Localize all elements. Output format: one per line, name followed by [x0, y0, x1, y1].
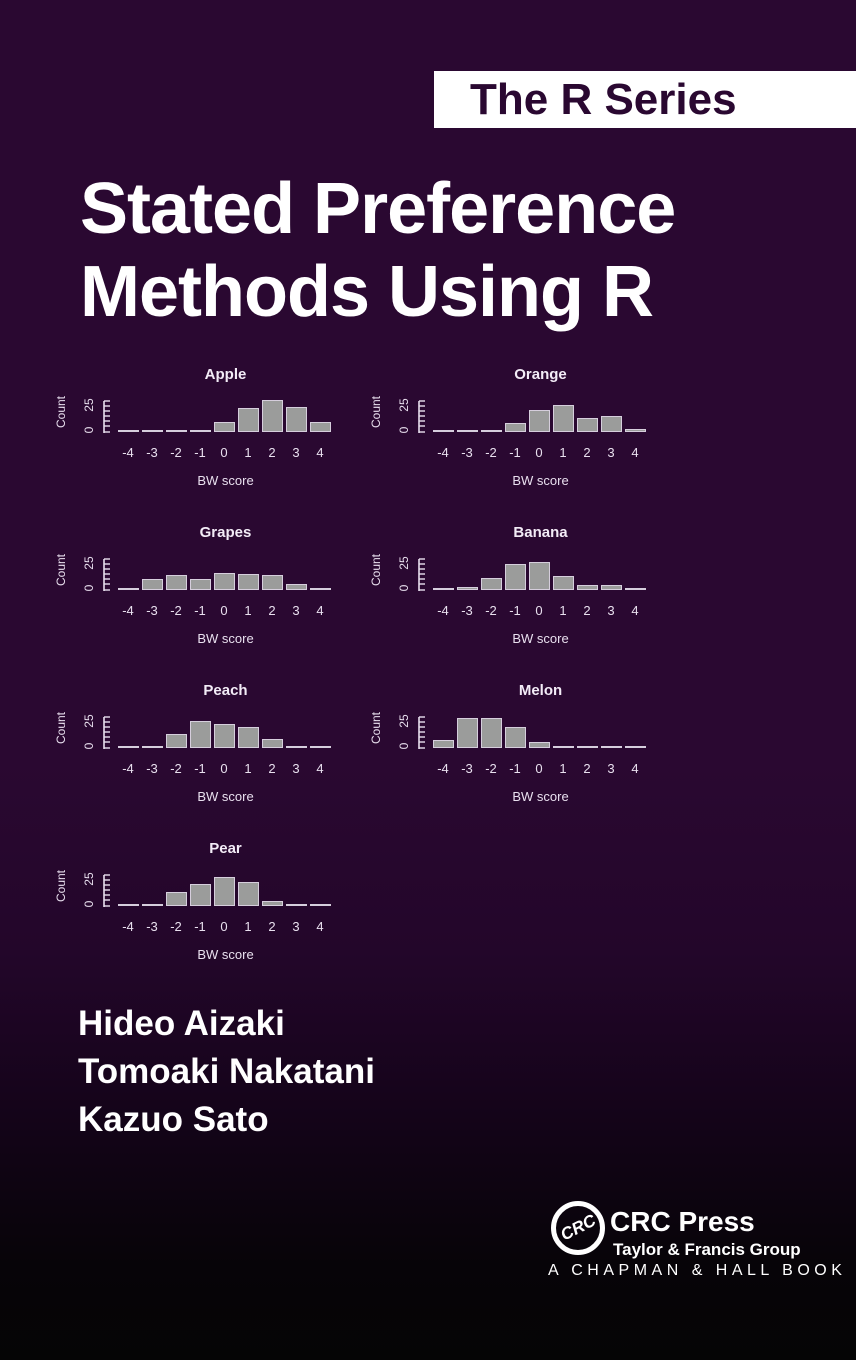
chart-title: Peach — [203, 682, 248, 699]
x-tick-label: 0 — [535, 603, 543, 618]
bars-area — [118, 829, 334, 906]
bw-score-histogram-banana — [365, 513, 675, 663]
bar-score--1 — [505, 423, 526, 432]
x-tick-label: 4 — [631, 603, 639, 618]
bar-score-4 — [310, 904, 331, 906]
x-tick-label: 4 — [316, 603, 324, 618]
y-axis-ticks — [103, 558, 113, 592]
y-axis-ticks — [418, 400, 428, 434]
x-tick-label: 4 — [631, 445, 639, 460]
x-tick-label: 1 — [559, 445, 567, 460]
bar-score-4 — [625, 746, 646, 748]
bar-score-4 — [310, 588, 331, 590]
y-tick-label-0: 0 — [82, 584, 96, 592]
bar-score-4 — [625, 429, 646, 432]
bar-score-0 — [214, 724, 235, 748]
x-tick-label: 2 — [268, 761, 276, 776]
bar-score--2 — [481, 718, 502, 748]
y-tick-label-25: 25 — [82, 556, 96, 570]
bar-score-1 — [238, 882, 259, 906]
x-tick-label: 0 — [535, 761, 543, 776]
y-axis-label: Count — [369, 395, 383, 429]
chart-title: Banana — [513, 524, 568, 541]
x-tick-labels — [431, 445, 651, 460]
x-tick-label: 0 — [220, 761, 228, 776]
chart-title: Pear — [209, 840, 242, 857]
x-tick-label: 3 — [292, 603, 300, 618]
bar-score-2 — [262, 901, 283, 906]
x-axis-label: BW score — [197, 947, 254, 962]
x-tick-label: -4 — [437, 445, 449, 460]
bar-score--3 — [142, 579, 163, 590]
book-title-line2: Methods Using R — [80, 252, 653, 332]
bars-area — [118, 513, 334, 590]
bar-score--2 — [166, 892, 187, 906]
bar-score--1 — [505, 727, 526, 748]
x-tick-label: -4 — [437, 761, 449, 776]
x-tick-label: -3 — [146, 445, 158, 460]
crc-logo-icon — [551, 1201, 605, 1255]
publisher-imprint: A CHAPMAN & HALL BOOK — [548, 1262, 847, 1279]
x-tick-label: 1 — [244, 919, 252, 934]
x-tick-label: 2 — [268, 919, 276, 934]
x-tick-label: -3 — [146, 761, 158, 776]
bars-area — [433, 671, 649, 748]
bar-score-2 — [577, 585, 598, 590]
bar-score--4 — [433, 430, 454, 432]
bar-score-3 — [286, 584, 307, 590]
bar-score-3 — [286, 407, 307, 432]
y-tick-label-25: 25 — [397, 714, 411, 728]
bar-score--1 — [190, 579, 211, 590]
x-tick-label: 1 — [244, 761, 252, 776]
x-tick-label: 3 — [607, 603, 615, 618]
chart-title: Grapes — [199, 524, 252, 541]
y-axis-ticks — [103, 716, 113, 750]
x-tick-label: -4 — [122, 761, 134, 776]
x-tick-label: -2 — [170, 603, 182, 618]
bar-score--3 — [457, 430, 478, 432]
x-tick-label: 4 — [316, 761, 324, 776]
x-tick-label: -4 — [437, 603, 449, 618]
x-axis-label: BW score — [512, 631, 569, 646]
chart-title: Apple — [204, 366, 247, 383]
bar-score-3 — [286, 746, 307, 748]
book-title — [80, 168, 675, 334]
bar-score--2 — [166, 734, 187, 748]
chart-title: Orange — [514, 366, 567, 383]
x-tick-label: -1 — [509, 603, 521, 618]
x-tick-label: 0 — [535, 445, 543, 460]
x-tick-label: -3 — [146, 919, 158, 934]
x-tick-label: -1 — [194, 919, 206, 934]
x-tick-label: -1 — [194, 445, 206, 460]
bar-score-1 — [238, 408, 259, 432]
crc-logo-monogram: CRC — [557, 1210, 599, 1245]
x-tick-label: 4 — [316, 445, 324, 460]
x-axis-label: BW score — [197, 473, 254, 488]
bar-score--1 — [190, 884, 211, 906]
x-tick-labels — [116, 603, 336, 618]
bw-score-histogram-melon — [365, 671, 675, 821]
publisher-name: CRC Press — [610, 1206, 755, 1237]
bar-score--4 — [118, 746, 139, 748]
x-tick-label: 1 — [559, 603, 567, 618]
y-tick-label-0: 0 — [397, 742, 411, 750]
bar-score--4 — [433, 740, 454, 748]
bar-score--1 — [190, 721, 211, 748]
bw-score-histogram-apple — [50, 355, 360, 505]
x-tick-labels — [116, 761, 336, 776]
x-tick-label: 1 — [244, 603, 252, 618]
y-tick-label-25: 25 — [82, 872, 96, 886]
bar-score-1 — [238, 574, 259, 590]
bar-score--2 — [481, 578, 502, 590]
y-tick-label-0: 0 — [82, 742, 96, 750]
x-tick-label: 2 — [583, 445, 591, 460]
y-tick-label-0: 0 — [82, 900, 96, 908]
y-axis-label: Count — [54, 553, 68, 587]
bar-score-2 — [577, 418, 598, 432]
bar-score-1 — [238, 727, 259, 748]
x-tick-label: 3 — [292, 445, 300, 460]
y-axis-ticks — [103, 874, 113, 908]
bw-score-histogram-peach — [50, 671, 360, 821]
x-tick-label: -3 — [461, 445, 473, 460]
bars-area — [433, 355, 649, 432]
x-tick-labels — [431, 761, 651, 776]
bar-score--4 — [433, 588, 454, 590]
x-tick-label: -1 — [509, 761, 521, 776]
author-name: Tomoaki Nakatani — [78, 1052, 375, 1091]
bar-score-3 — [601, 746, 622, 748]
bars-area — [118, 355, 334, 432]
x-tick-label: 0 — [220, 919, 228, 934]
bw-score-histogram-orange — [365, 355, 675, 505]
bw-score-histogram-pear — [50, 829, 360, 979]
x-tick-label: 3 — [607, 445, 615, 460]
bar-score-4 — [625, 588, 646, 590]
bar-score-0 — [214, 877, 235, 906]
y-axis-label: Count — [369, 553, 383, 587]
x-tick-label: 2 — [583, 761, 591, 776]
bar-score-0 — [529, 742, 550, 748]
bars-area — [118, 671, 334, 748]
x-tick-label: -2 — [485, 445, 497, 460]
x-tick-label: 0 — [220, 445, 228, 460]
x-axis-label: BW score — [197, 631, 254, 646]
y-axis-label: Count — [54, 711, 68, 745]
x-tick-label: -3 — [146, 603, 158, 618]
bar-score-1 — [553, 405, 574, 432]
x-axis-label: BW score — [512, 473, 569, 488]
bar-score--3 — [142, 430, 163, 432]
x-tick-label: 2 — [268, 603, 276, 618]
x-tick-label: -2 — [170, 761, 182, 776]
book-title-line1: Stated Preference — [80, 169, 676, 249]
x-tick-label: 1 — [559, 761, 567, 776]
y-axis-label: Count — [54, 869, 68, 903]
x-tick-label: -3 — [461, 761, 473, 776]
bar-score--3 — [457, 718, 478, 748]
bar-score--3 — [142, 746, 163, 748]
charts-grid — [50, 355, 810, 990]
x-tick-label: 3 — [292, 919, 300, 934]
x-tick-label: -1 — [194, 603, 206, 618]
x-tick-label: -2 — [485, 603, 497, 618]
bar-score-4 — [310, 746, 331, 748]
bar-score--3 — [457, 587, 478, 590]
x-tick-label: -1 — [194, 761, 206, 776]
x-tick-label: 4 — [316, 919, 324, 934]
x-axis-label: BW score — [512, 789, 569, 804]
x-tick-label: -2 — [170, 919, 182, 934]
x-tick-label: -1 — [509, 445, 521, 460]
x-tick-label: -3 — [461, 603, 473, 618]
y-axis-ticks — [418, 716, 428, 750]
x-tick-label: -2 — [170, 445, 182, 460]
x-tick-labels — [431, 603, 651, 618]
y-axis-label: Count — [54, 395, 68, 429]
author-name: Hideo Aizaki — [78, 1004, 285, 1043]
bar-score--4 — [118, 588, 139, 590]
x-tick-label: 1 — [244, 445, 252, 460]
bar-score-2 — [577, 746, 598, 748]
x-tick-label: 3 — [292, 761, 300, 776]
bar-score-1 — [553, 576, 574, 590]
bar-score--2 — [481, 430, 502, 432]
x-tick-label: 0 — [220, 603, 228, 618]
x-tick-label: 2 — [583, 603, 591, 618]
x-tick-labels — [116, 445, 336, 460]
bar-score-0 — [214, 422, 235, 432]
bar-score-0 — [529, 562, 550, 590]
x-axis-label: BW score — [197, 789, 254, 804]
bar-score--3 — [142, 904, 163, 906]
bar-score-4 — [310, 422, 331, 432]
bar-score-0 — [214, 573, 235, 590]
bar-score-0 — [529, 410, 550, 432]
y-tick-label-25: 25 — [397, 556, 411, 570]
x-tick-label: 4 — [631, 761, 639, 776]
bar-score--2 — [166, 430, 187, 432]
y-axis-ticks — [103, 400, 113, 434]
bar-score--4 — [118, 430, 139, 432]
author-name: Kazuo Sato — [78, 1100, 269, 1139]
y-tick-label-0: 0 — [397, 584, 411, 592]
x-tick-label: -4 — [122, 603, 134, 618]
bar-score-1 — [553, 746, 574, 748]
authors-block — [78, 1000, 375, 1144]
y-axis-label: Count — [369, 711, 383, 745]
series-banner-label: The R Series — [470, 74, 737, 124]
y-tick-label-0: 0 — [397, 426, 411, 434]
bar-score-2 — [262, 575, 283, 590]
bars-area — [433, 513, 649, 590]
chart-title: Melon — [518, 682, 563, 699]
bar-score-3 — [601, 416, 622, 432]
y-tick-label-25: 25 — [82, 714, 96, 728]
publisher-group: Taylor & Francis Group — [613, 1240, 801, 1259]
y-axis-ticks — [418, 558, 428, 592]
bw-score-histogram-grapes — [50, 513, 360, 663]
bar-score-2 — [262, 739, 283, 748]
bar-score--2 — [166, 575, 187, 590]
y-tick-label-25: 25 — [82, 398, 96, 412]
bar-score--4 — [118, 904, 139, 906]
bar-score-3 — [286, 904, 307, 906]
x-tick-label: -4 — [122, 919, 134, 934]
x-tick-labels — [116, 919, 336, 934]
x-tick-label: 3 — [607, 761, 615, 776]
bar-score-2 — [262, 400, 283, 432]
y-tick-label-0: 0 — [82, 426, 96, 434]
x-tick-label: 2 — [268, 445, 276, 460]
bar-score-3 — [601, 585, 622, 590]
x-tick-label: -4 — [122, 445, 134, 460]
series-banner — [434, 71, 856, 128]
y-tick-label-25: 25 — [397, 398, 411, 412]
x-tick-label: -2 — [485, 761, 497, 776]
bar-score--1 — [505, 564, 526, 590]
bar-score--1 — [190, 430, 211, 432]
